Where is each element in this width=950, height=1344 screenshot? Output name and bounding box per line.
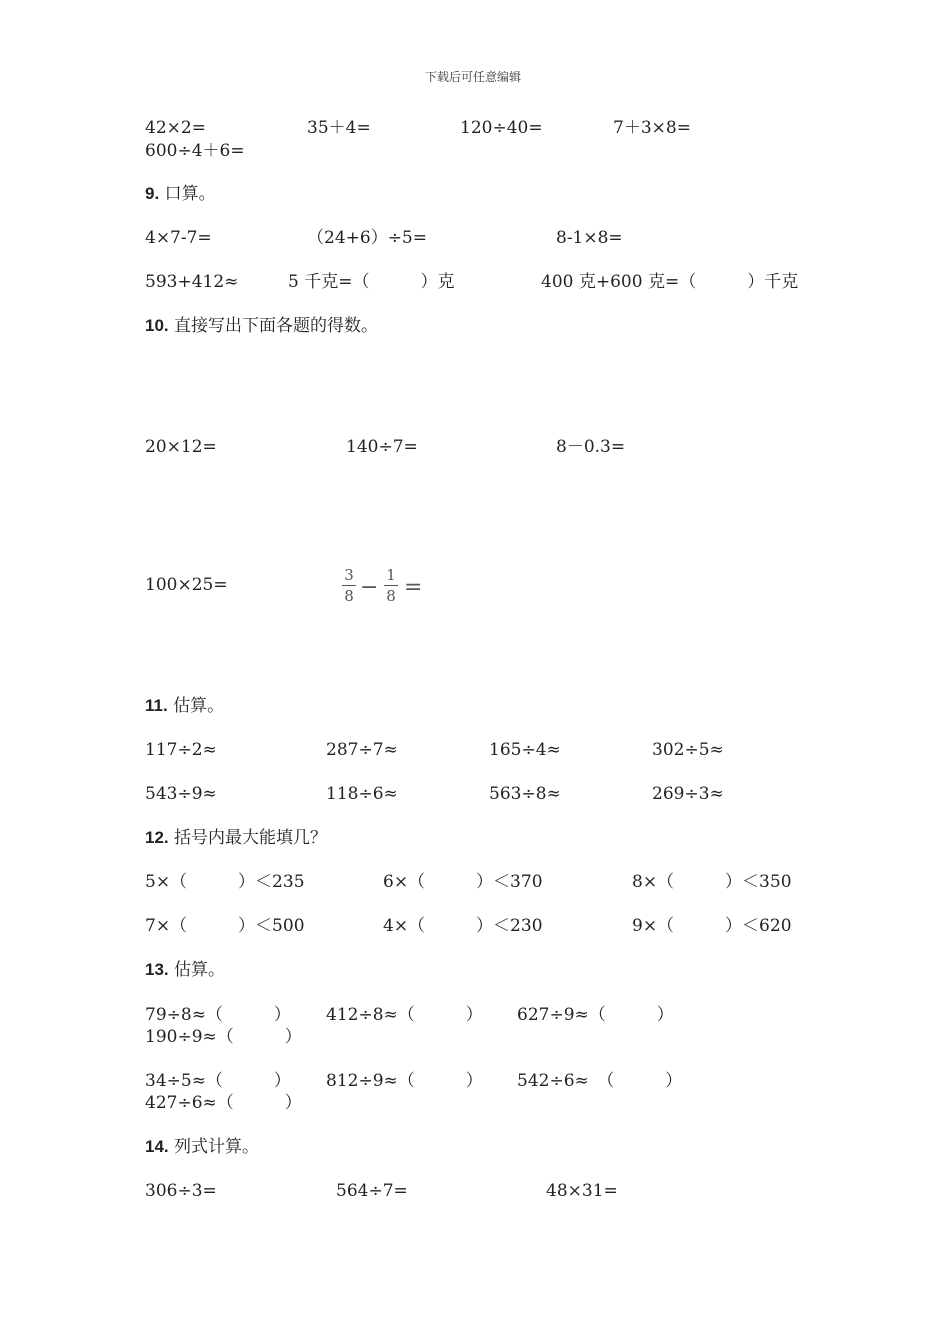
page-header: 下载后可任意编辑: [425, 70, 522, 84]
problem: 140÷7=: [346, 437, 418, 457]
numerator: 3: [342, 566, 356, 586]
problem: 543÷9≈: [145, 784, 217, 804]
problem: 8-1×8=: [556, 228, 623, 248]
problem: 7×（ ）＜500: [145, 916, 305, 936]
problem: 190÷9≈（ ）: [145, 1027, 302, 1047]
problem: 4×（ ）＜230: [383, 916, 543, 936]
question-title: 直接写出下面各题的得数。: [174, 316, 379, 336]
numerator: 1: [384, 566, 398, 586]
problem: 600÷4＋6=: [145, 141, 245, 161]
problem: 8×（ ）＜350: [632, 872, 792, 892]
problem: 117÷2≈: [145, 740, 217, 760]
problem: 812÷9≈（ ）: [326, 1071, 483, 1091]
problem: 4×7-7=: [145, 228, 212, 248]
problem: （24+6）÷5=: [307, 228, 427, 248]
problem: 6×（ ）＜370: [383, 872, 543, 892]
denominator: 8: [386, 587, 396, 605]
problem: 400 克+600 克=（ ）千克: [541, 272, 799, 292]
question-number: 13.: [145, 960, 169, 979]
question-10-heading: [145, 316, 378, 336]
problem: 7＋3×8=: [613, 118, 691, 138]
problem: 412÷8≈（ ）: [326, 1005, 483, 1025]
minus-sign: −: [360, 575, 379, 600]
question-9-heading: [145, 184, 216, 204]
question-13-heading: [145, 960, 225, 980]
question-number: 11.: [145, 696, 168, 715]
question-14-heading: [145, 1137, 259, 1157]
problem: 118÷6≈: [326, 784, 398, 804]
equals-sign: =: [404, 575, 423, 600]
problem: 48×31=: [546, 1181, 618, 1201]
problem: 35＋4=: [307, 118, 371, 138]
question-title: 列式计算。: [174, 1137, 260, 1157]
problem: 5×（ ）＜235: [145, 872, 305, 892]
problem: 427÷6≈（ ）: [145, 1093, 302, 1113]
problem: 287÷7≈: [326, 740, 398, 760]
problem: 79÷8≈（ ）: [145, 1005, 291, 1025]
denominator: 8: [344, 587, 354, 605]
problem: 42×2=: [145, 118, 206, 138]
problem: 34÷5≈（ ）: [145, 1071, 291, 1091]
problem: 302÷5≈: [652, 740, 724, 760]
fraction: [384, 566, 398, 605]
problem: 5 千克=（ ）克: [288, 272, 455, 292]
question-number: 12.: [145, 828, 169, 847]
problem: 563÷8≈: [489, 784, 561, 804]
problem: 165÷4≈: [489, 740, 561, 760]
problem: 542÷6≈ （ ）: [517, 1071, 683, 1091]
question-title: 口算。: [164, 184, 216, 204]
fraction: [342, 566, 356, 605]
problem: 593+412≈: [145, 272, 239, 292]
problem: 20×12=: [145, 437, 217, 457]
problem: 564÷7=: [336, 1181, 408, 1201]
question-number: 9.: [145, 184, 160, 203]
question-11-heading: [145, 696, 224, 716]
question-number: 10.: [145, 316, 169, 335]
problem: 306÷3=: [145, 1181, 217, 1201]
question-title: 括号内最大能填几？: [174, 828, 328, 848]
problem: 8－0.3=: [556, 437, 626, 457]
question-number: 14.: [145, 1137, 169, 1156]
problem: 100×25=: [145, 575, 228, 595]
problem: 627÷9≈（ ）: [517, 1005, 674, 1025]
problem: 269÷3≈: [652, 784, 724, 804]
question-12-heading: [145, 828, 327, 848]
problem: 9×（ ）＜620: [632, 916, 792, 936]
problem: 120÷40=: [460, 118, 543, 138]
question-title: 估算。: [174, 960, 226, 980]
question-title: 估算。: [173, 696, 225, 716]
fraction-expression: [342, 566, 432, 608]
